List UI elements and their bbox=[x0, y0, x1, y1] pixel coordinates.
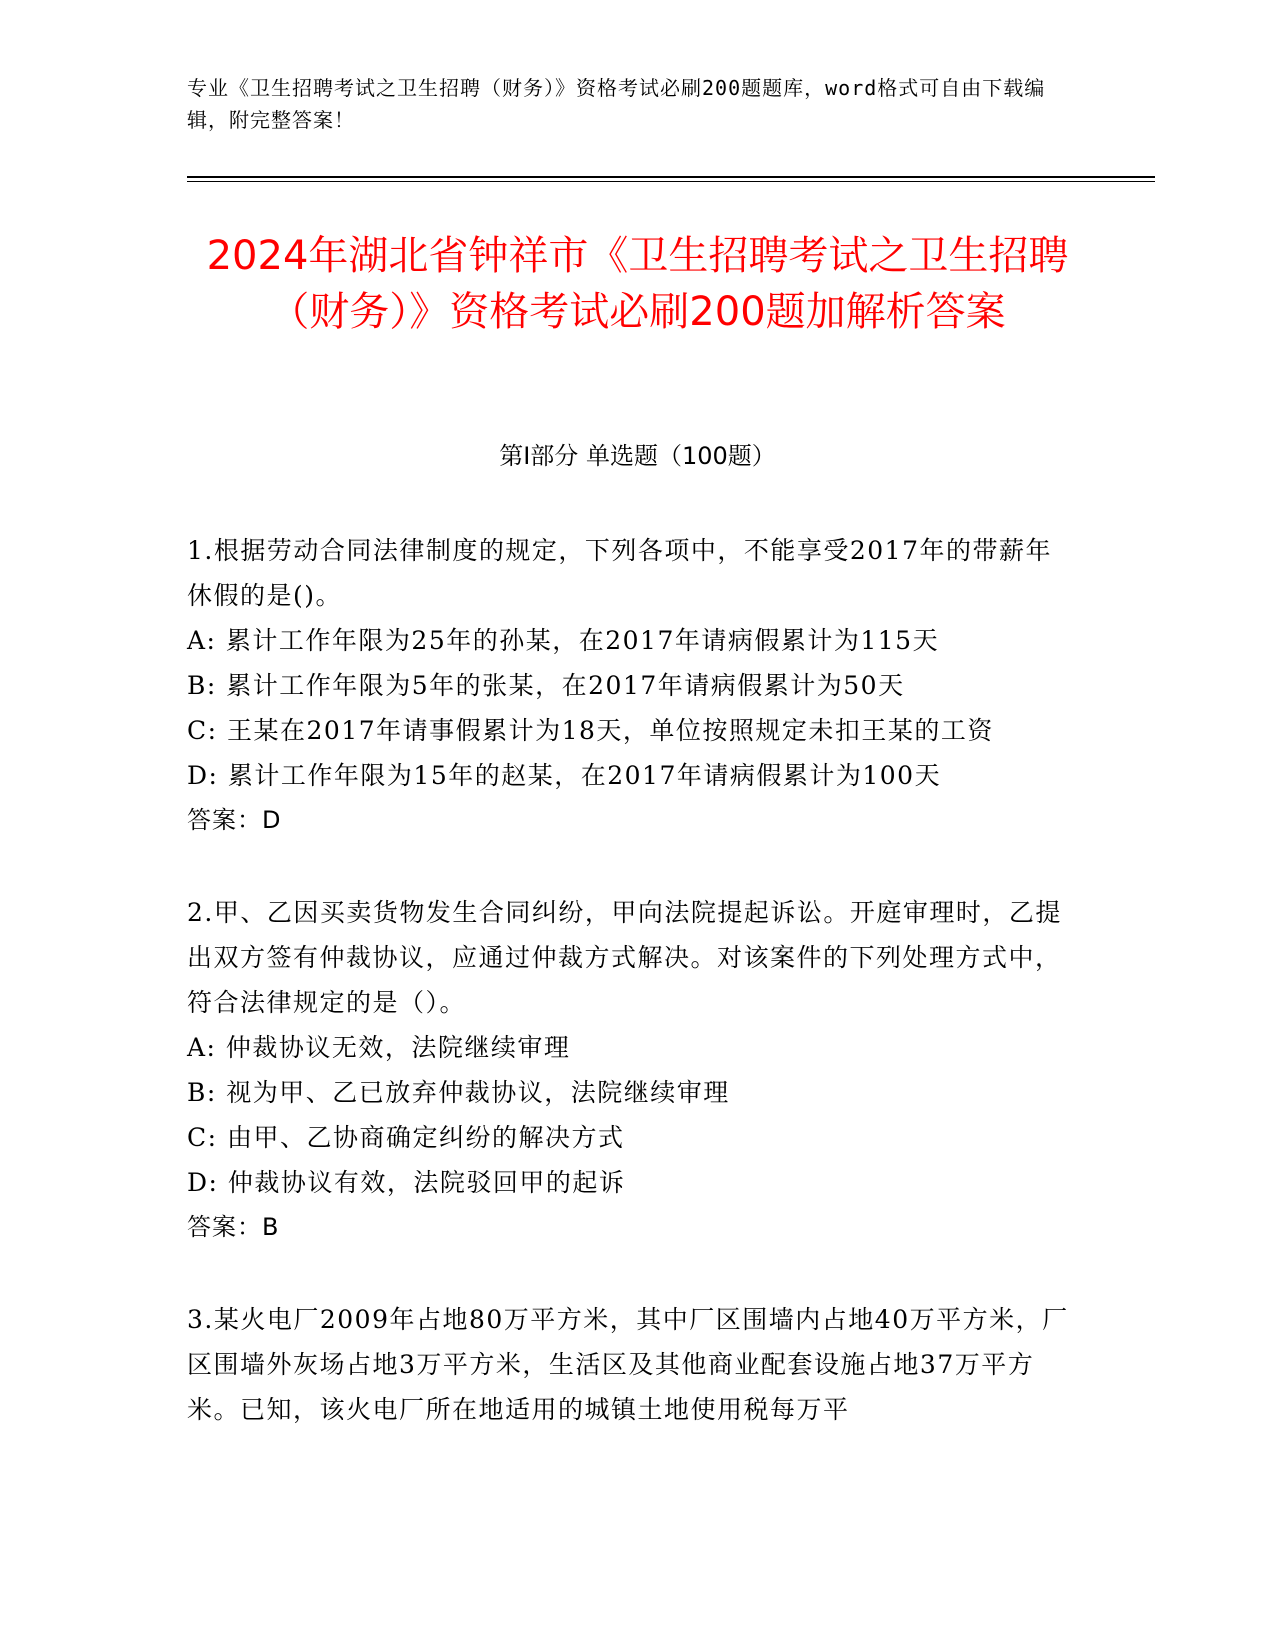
option-a: A: 累计工作年限为25年的孙某，在2017年请病假累计为115天 bbox=[187, 626, 940, 655]
question-3 bbox=[187, 1297, 1077, 1432]
option-c: C: 由甲、乙协商确定纠纷的解决方式 bbox=[187, 1123, 625, 1152]
option-a: A: 仲裁协议无效，法院继续审理 bbox=[187, 1033, 571, 1062]
answer-line: 答案：D bbox=[187, 806, 282, 834]
question-list bbox=[187, 528, 1077, 1479]
header-divider-thin bbox=[187, 181, 1155, 182]
question-stem: 2.甲、乙因买卖货物发生合同纠纷，甲向法院提起诉讼。开庭审理时，乙提出双方签有仲裁协议，应通过仲裁方式解决。对该案件的下列处理方式中，符合法律规定的是（）。 bbox=[187, 898, 1062, 1017]
option-c: C: 王某在2017年请事假累计为18天，单位按照规定未扣王某的工资 bbox=[187, 716, 994, 745]
question-stem: 1.根据劳动合同法律制度的规定，下列各项中，不能享受2017年的带薪年休假的是()。 bbox=[187, 536, 1052, 610]
question-1 bbox=[187, 528, 1077, 843]
option-d: D: 仲裁协议有效，法院驳回甲的起诉 bbox=[187, 1168, 626, 1197]
header-note: 专业《卫生招聘考试之卫生招聘（财务）》资格考试必刷200题题库，word格式可自由下载编辑，附完整答案！ bbox=[187, 76, 1046, 132]
section-heading: 第I部分 单选题（100题） bbox=[499, 442, 776, 470]
option-b: B: 累计工作年限为5年的张某，在2017年请病假累计为50天 bbox=[187, 671, 905, 700]
answer-line: 答案：B bbox=[187, 1213, 280, 1241]
question-stem: 3.某火电厂2009年占地80万平方米，其中厂区围墙内占地40万平方米，厂区围墙外灰场占地3万平方米，生活区及其他商业配套设施占地37万平方米。已知，该火电厂所在地适用的城镇土地使用税每万平 bbox=[187, 1305, 1069, 1424]
option-b: B: 视为甲、乙已放弃仲裁协议，法院继续审理 bbox=[187, 1078, 730, 1107]
document-title: 2024年湖北省钟祥市《卫生招聘考试之卫生招聘（财务）》资格考试必刷200题加解析答案 bbox=[206, 233, 1069, 335]
question-2 bbox=[187, 890, 1077, 1250]
header-divider-thick bbox=[187, 176, 1155, 178]
option-d: D: 累计工作年限为15年的赵某，在2017年请病假累计为100天 bbox=[187, 761, 942, 790]
